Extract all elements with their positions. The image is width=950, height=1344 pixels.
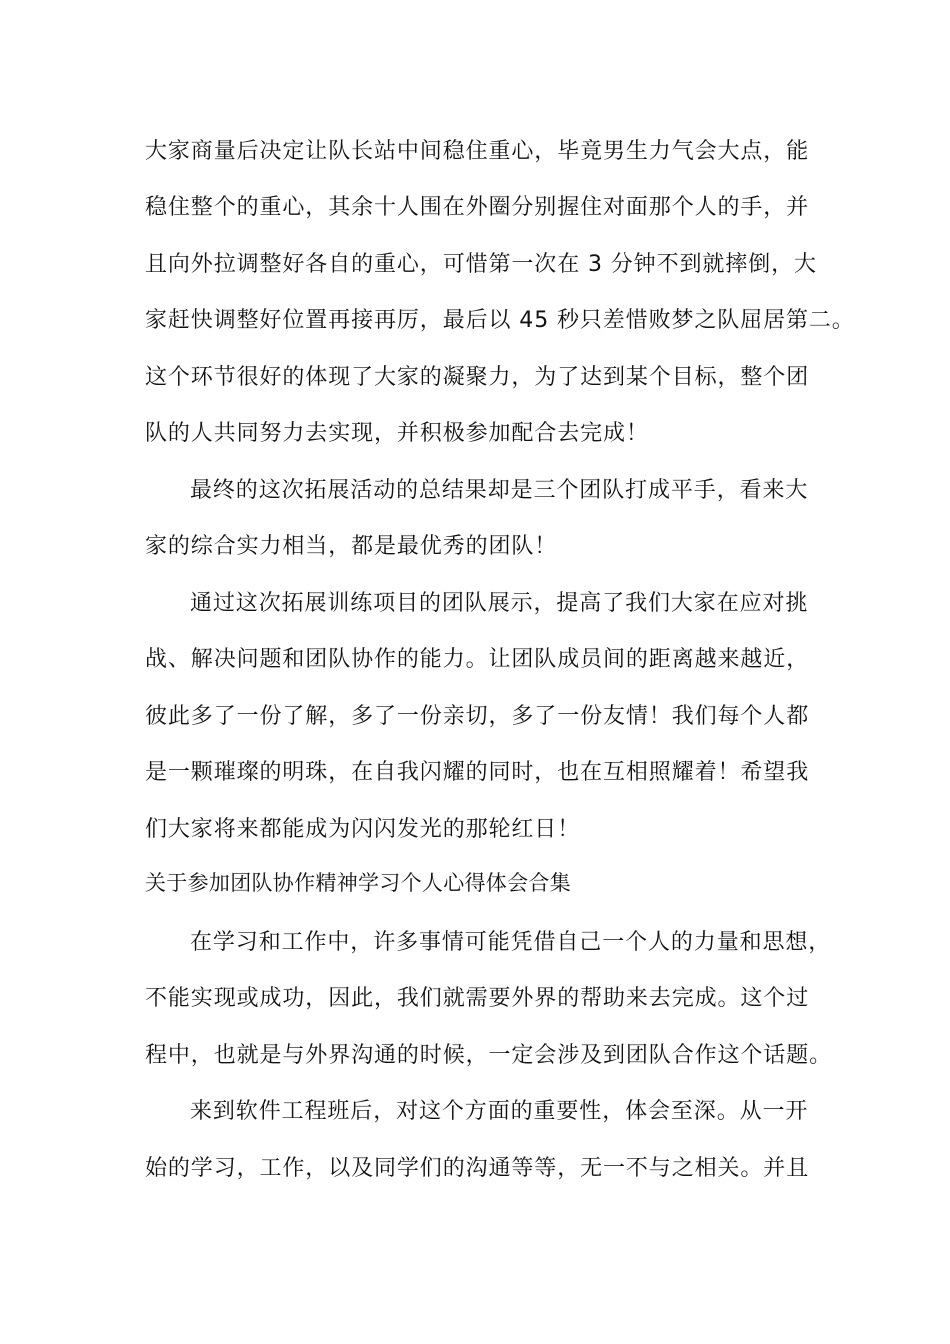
text-line: 不能实现或成功，因此，我们就需要外界的帮助来去完成。这个过 [145, 986, 810, 1011]
section-heading: 关于参加团队协作精神学习个人心得体会合集 [145, 871, 571, 895]
text-line: 稳住整个的重心，其余十人围在外圈分别握住对面那个人的手，并 [145, 195, 810, 220]
text-line: 们大家将来都能成为闪闪发光的那轮红日！ [145, 817, 581, 842]
text-line: 战、解决问题和团队协作的能力。让团队成员间的距离越来越近， [145, 647, 810, 672]
text-line: 最终的这次拓展活动的总结果却是三个团队打成平手，看来大 [190, 478, 809, 503]
text-line: 彼此多了一份了解，多了一份亲切，多了一份友情！我们每个人都 [145, 704, 810, 729]
text-line: 始的学习，工作，以及同学们的沟通等等，无一不与之相关。并且 [145, 1156, 810, 1181]
text-line: 通过这次拓展训练项目的团队展示，提高了我们大家在应对挑 [190, 591, 809, 616]
text-line: 这个环节很好的体现了大家的凝聚力，为了达到某个目标，整个团 [145, 365, 810, 390]
text-line: 且向外拉调整好各自的重心，可惜第一次在 3 分钟不到就摔倒，大 [145, 252, 817, 277]
text-line: 程中，也就是与外界沟通的时候，一定会涉及到团队合作这个话题。 [145, 1043, 833, 1068]
text-line: 大家商量后决定让队长站中间稳住重心，毕竟男生力气会大点，能 [145, 139, 810, 164]
text-line: 是一颗璀璨的明珠，在自我闪耀的同时，也在互相照耀着！希望我 [145, 760, 810, 785]
text-line: 家赶快调整好位置再接再厉，最后以 45 秒只差惜败梦之队屈居第二。 [145, 308, 855, 333]
text-line: 家的综合实力相当，都是最优秀的团队！ [145, 534, 558, 559]
text-line: 队的人共同努力去实现，并积极参加配合去完成！ [145, 421, 649, 446]
text-line: 来到软件工程班后，对这个方面的重要性，体会至深。从一开 [190, 1099, 809, 1124]
text-line: 在学习和工作中，许多事情可能凭借自己一个人的力量和思想， [190, 930, 832, 955]
